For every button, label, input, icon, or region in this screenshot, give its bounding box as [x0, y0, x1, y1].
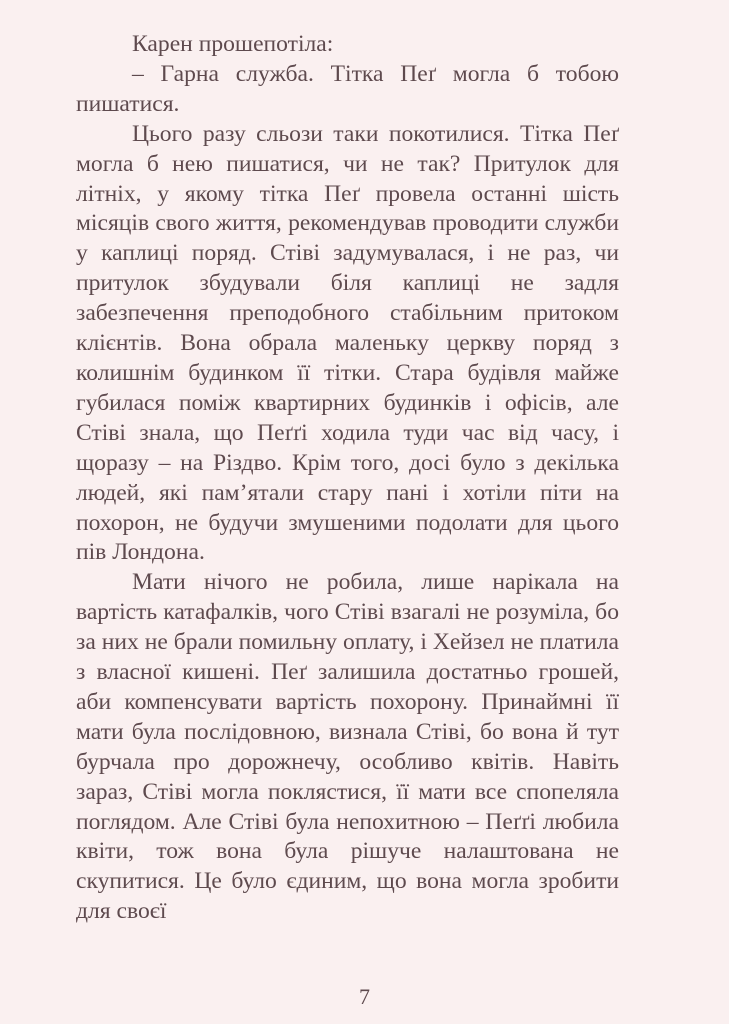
page-text [76, 30, 619, 927]
paragraph-4: Мати нічого не робила, лише нарікала на вартість катафалків, чого Стіві взагалі не розуміла, бо за них не брали помильну оплату, і Хейзел не платила з власної кишені. Пеґ залишила достатньо грошей, аби компенсувати вартість похорону. Принаймні її мати була послідовною, визнала Стіві, бо вона й тут бурчала про дорожнечу, особливо квітів. Навіть зараз, Стіві могла поклястися, її мати все спопеляла поглядом. Але Стіві була непохитною – Пеґґі любила квіти, тож вона була рішуче налаштована не скупитися. Це було єдиним, що вона могла зробити для своєї [76, 569, 619, 925]
paragraph-3: Цього разу сльози таки покотилися. Тітка Пеґ могла б нею пишатися, чи не так? Притулок для літніх, у якому тітка Пеґ провела останні шість місяців свого життя, рекомендував проводити служби у каплиці поряд. Стіві задумувалася, і не раз, чи притулок збудували біля каплиці не задля забезпечення преподобного стабільним притоком клієнтів. Вона обрала маленьку церкву поряд з колишнім будинком її тітки. Стара будівля майже губилася поміж квартирних будинків і офісів, але Стіві знала, що Пеґґі ходила туди час від часу, і щоразу – на Різдво. Крім того, досі було з декілька людей, які пам’ятали стару пані і хотіли піти на похорон, не будучи змушеними подолати для цього пів Лондона. [76, 120, 619, 566]
page-number: 7 [359, 984, 370, 1009]
paragraph-2: – Гарна служба. Тітка Пеґ могла б тобою пишатися. [76, 60, 619, 117]
paragraph-1: Карен прошепотіла: [132, 31, 334, 57]
